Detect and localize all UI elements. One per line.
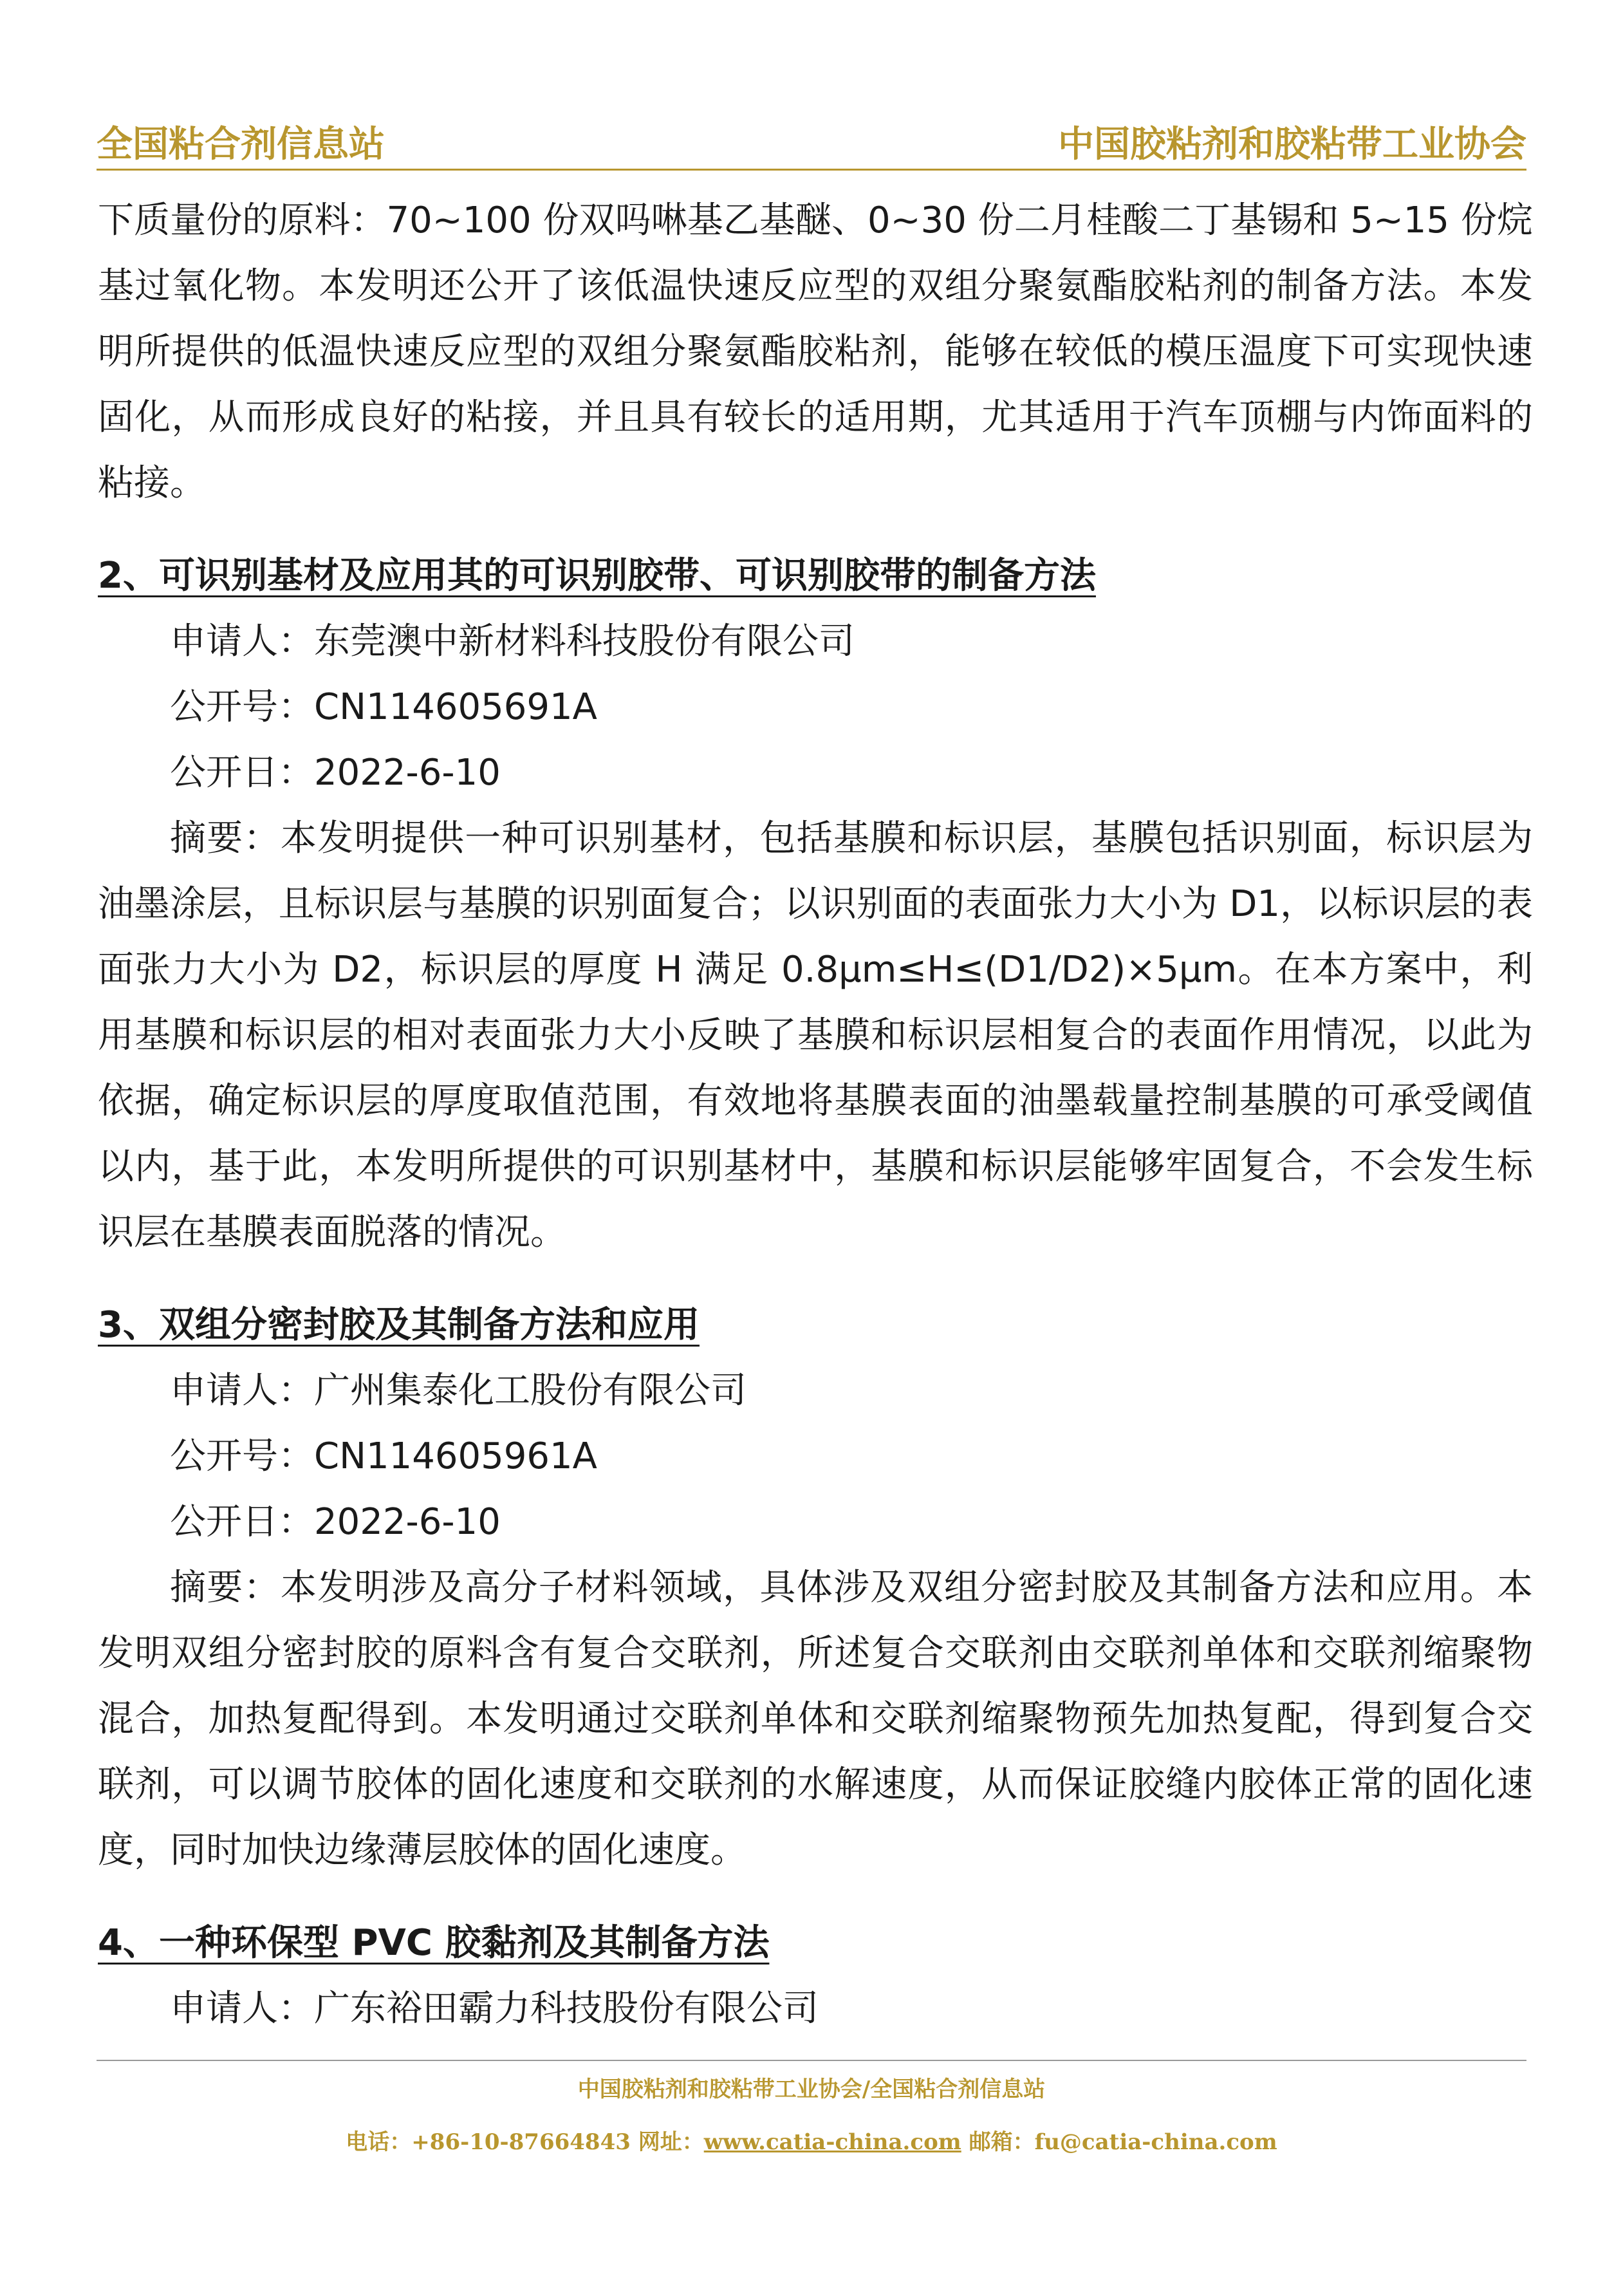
- document-body: [98, 188, 1533, 2042]
- header-divider: [97, 169, 1526, 171]
- header-left-title: 全国粘合剂信息站: [97, 123, 385, 165]
- footer-divider: [97, 2060, 1526, 2061]
- section-2-applicant: 申请人：东莞澳中新材料科技股份有限公司: [170, 621, 855, 662]
- section-2-pub-no: 公开号：CN114605691A: [170, 686, 597, 728]
- intro-paragraph: 下质量份的原料：70~100 份双吗啉基乙基醚、0~30 份二月桂酸二丁基锡和 5~15 份烷基过氧化物。本发明还公开了该低温快速反应型的双组分聚氨酯胶粘剂的制备方法。本发明所提供的低温快速反应型的双组分聚氨酯胶粘剂，能够在较低的模压温度下可实现快速固化，从而形成良好的粘接，并且具有较长的适用期，尤其适用于汽车顶棚与内饰面料的粘接。: [98, 200, 1533, 504]
- section-3-title: 3、双组分密封胶及其制备方法和应用: [98, 1304, 700, 1346]
- page-header: [97, 116, 1526, 167]
- section-4-applicant: 申请人：广东裕田霸力科技股份有限公司: [170, 1988, 819, 2030]
- section-3-abstract: 摘要：本发明涉及高分子材料领域，具体涉及双组分密封胶及其制备方法和应用。本发明双组分密封胶的原料含有复合交联剂，所述复合交联剂由交联剂单体和交联剂缩聚物混合，加热复配得到。本发明通过交联剂单体和交联剂缩聚物预先加热复配，得到复合交联剂，可以调节胶体的固化速度和交联剂的水解速度，从而保证胶缝内胶体正常的固化速度，同时加快边缘薄层胶体的固化速度。: [98, 1567, 1533, 1871]
- footer-phone: 电话：+86-10-87664843 网址：: [346, 2129, 704, 2155]
- section-2-pub-date: 公开日：2022-6-10: [170, 752, 501, 794]
- section-3-pub-date: 公开日：2022-6-10: [170, 1501, 501, 1543]
- footer-email: 邮箱：fu@catia-china.com: [961, 2129, 1277, 2155]
- footer-organization: 中国胶粘剂和胶粘带工业协会/全国粘合剂信息站: [577, 2077, 1046, 2102]
- section-2-title: 2、可识别基材及应用其的可识别胶带、可识别胶带的制备方法: [98, 555, 1096, 597]
- footer-contact: [97, 2124, 1526, 2156]
- section-3-pub-no: 公开号：CN114605961A: [170, 1435, 597, 1477]
- footer-website-link[interactable]: www.catia-china.com: [703, 2129, 961, 2155]
- section-2-abstract: 摘要：本发明提供一种可识别基材，包括基膜和标识层，基膜包括识别面，标识层为油墨涂层，且标识层与基膜的识别面复合；以识别面的表面张力大小为 D1，以标识层的表面张力大小为 D2，标识层的厚度 H 满足 0.8μm≤H≤(D1/D2)×5μm。在本方案中，利用基膜和标识层的相对表面张力大小反映了基膜和标识层相复合的表面作用情况，以此为依据，确定标识层的厚度取值范围，有效地将基膜表面的油墨载量控制基膜的可承受阈值以内，基于此，本发明所提供的可识别基材中，基膜和标识层能够牢固复合，不会发生标识层在基膜表面脱落的情况。: [98, 817, 1533, 1253]
- header-right-title: 中国胶粘剂和胶粘带工业协会: [1058, 123, 1526, 165]
- section-4-title: 4、一种环保型 PVC 胶黏剂及其制备方法: [98, 1922, 770, 1964]
- section-3-applicant: 申请人：广州集泰化工股份有限公司: [170, 1370, 747, 1412]
